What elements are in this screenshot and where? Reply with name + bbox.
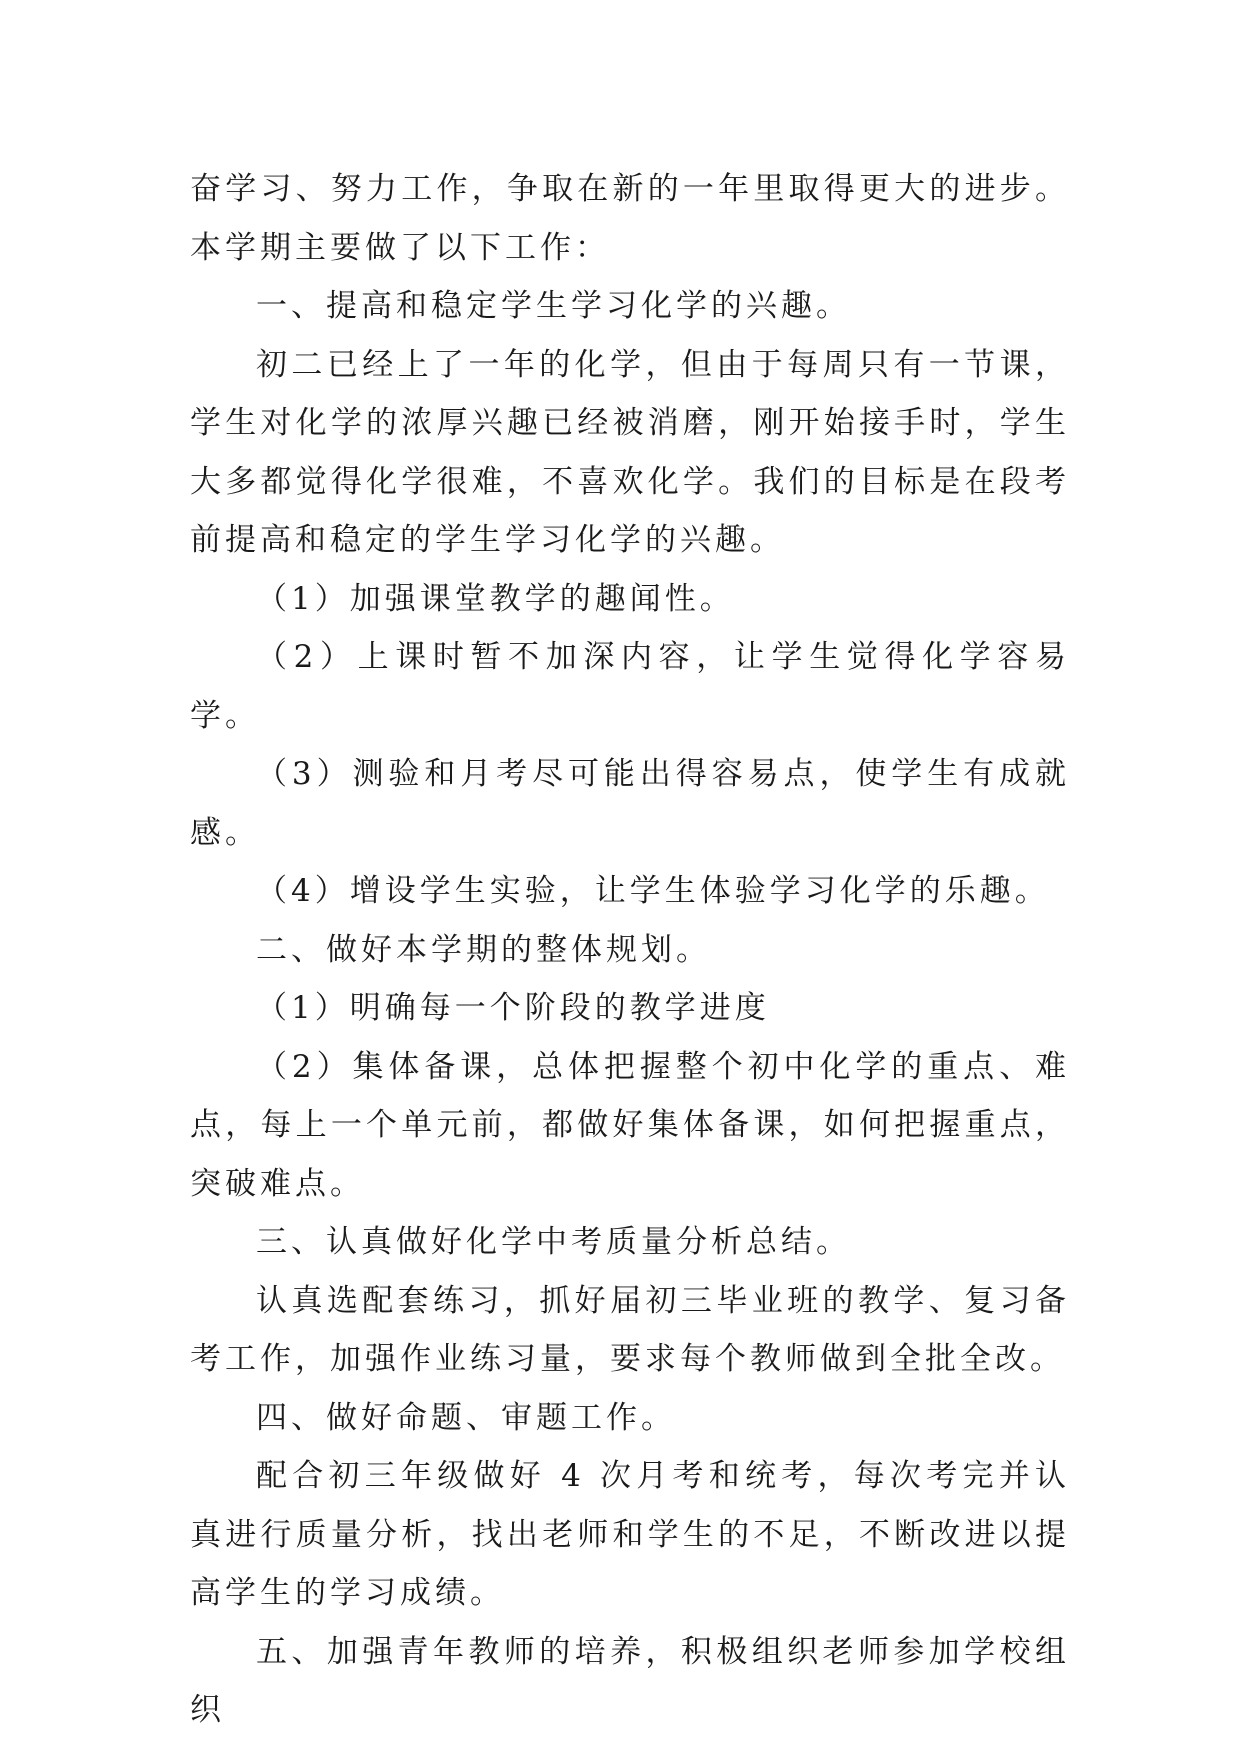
list-item: （2）上课时暂不加深内容，让学生觉得化学容易学。	[190, 639, 1070, 734]
list-item: （4）增设学生实验，让学生体验学习化学的乐趣。	[256, 873, 1050, 909]
section-heading-3: 三、认真做好化学中考质量分析总结。	[256, 1224, 851, 1260]
list-item: （1）加强课堂教学的趣闻性。	[256, 580, 735, 617]
paragraph-continuation: 奋学习、努力工作，争取在新的一年里取得更大的进步。本学期主要做了以下工作：	[190, 171, 1070, 266]
section-heading-2: 二、做好本学期的整体规划。	[256, 931, 711, 968]
list-item: （3）测验和月考尽可能出得容易点，使学生有成就感。	[190, 756, 1070, 851]
paragraph: 认真选配套练习，抓好届初三毕业班的教学、复习备考工作，加强作业练习量，要求每个教师做到全批全改。	[190, 1282, 1070, 1377]
document-body	[190, 160, 1070, 1740]
section-heading-5: 五、加强青年教师的培养，积极组织老师参加学校组织	[190, 1633, 1070, 1728]
list-item: （2）集体备课，总体把握整个初中化学的重点、难点，每上一个单元前，都做好集体备课，如何把握重点，突破难点。	[190, 1048, 1070, 1202]
list-item: （1）明确每一个阶段的教学进度	[256, 990, 770, 1026]
paragraph: 配合初三年级做好 4 次月考和统考，每次考完并认真进行质量分析，找出老师和学生的不足，不断改进以提高学生的学习成绩。	[190, 1458, 1070, 1611]
paragraph: 初二已经上了一年的化学，但由于每周只有一节课，学生对化学的浓厚兴趣已经被消磨，刚开始接手时，学生大多都觉得化学很难，不喜欢化学。我们的目标是在段考前提高和稳定的学生学习化学的兴趣。	[190, 346, 1070, 558]
section-heading-1: 一、提高和稳定学生学习化学的兴趣。	[256, 288, 851, 324]
section-heading-4: 四、做好命题、审题工作。	[256, 1399, 676, 1436]
